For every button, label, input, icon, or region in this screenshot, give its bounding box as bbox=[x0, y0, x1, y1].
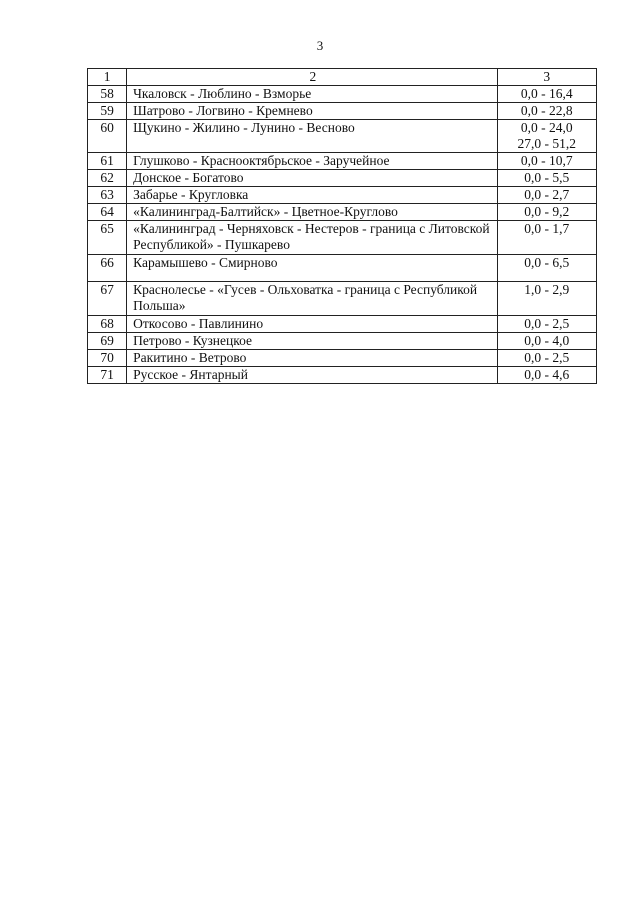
column-header-2: 2 bbox=[127, 69, 497, 86]
km-range: 0,0 - 10,7 bbox=[520, 153, 573, 168]
km-range-cell bbox=[497, 367, 596, 384]
km-range-cell bbox=[497, 204, 596, 221]
road-name: «Калининград - Черняховск - Нестеров - граница с Литовской Республикой» - Пушкарево bbox=[127, 221, 497, 255]
row-number: 68 bbox=[88, 316, 127, 333]
table-row bbox=[88, 170, 597, 187]
row-number: 69 bbox=[88, 333, 127, 350]
km-range: 0,0 - 4,6 bbox=[524, 367, 570, 382]
road-name: Откосово - Павлинино bbox=[127, 316, 497, 333]
km-range-cell bbox=[497, 221, 596, 255]
km-range-cell bbox=[497, 86, 596, 103]
km-range: 1,0 - 2,9 bbox=[524, 282, 570, 297]
km-range: 0,0 - 5,5 bbox=[524, 170, 570, 185]
table-row bbox=[88, 103, 597, 120]
table-row bbox=[88, 316, 597, 333]
column-header-3: 3 bbox=[497, 69, 596, 86]
table-row bbox=[88, 282, 597, 316]
table-header-row bbox=[88, 69, 597, 86]
table-row bbox=[88, 255, 597, 282]
km-range-cell bbox=[497, 103, 596, 120]
km-range: 0,0 - 2,5 bbox=[524, 350, 570, 365]
km-range-cell bbox=[497, 255, 596, 282]
km-range-cell bbox=[497, 316, 596, 333]
km-range-cell bbox=[497, 120, 596, 153]
road-name: Чкаловск - Люблино - Взморье bbox=[127, 86, 497, 103]
row-number: 65 bbox=[88, 221, 127, 255]
row-number: 64 bbox=[88, 204, 127, 221]
km-range-cell bbox=[497, 350, 596, 367]
road-name: Щукино - Жилино - Лунино - Весново bbox=[127, 120, 497, 153]
row-number: 70 bbox=[88, 350, 127, 367]
table-row bbox=[88, 86, 597, 103]
km-range: 0,0 - 9,2 bbox=[524, 204, 570, 219]
km-range: 0,0 - 1,7 bbox=[524, 221, 570, 236]
km-range: 27,0 - 51,2 bbox=[517, 136, 577, 151]
row-number: 62 bbox=[88, 170, 127, 187]
road-name: Ракитино - Ветрово bbox=[127, 350, 497, 367]
km-range-cell bbox=[497, 153, 596, 170]
km-range-cell bbox=[497, 282, 596, 316]
table-row bbox=[88, 120, 597, 153]
road-name: Русское - Янтарный bbox=[127, 367, 497, 384]
road-name: Забарье - Кругловка bbox=[127, 187, 497, 204]
table-row bbox=[88, 153, 597, 170]
table-row bbox=[88, 333, 597, 350]
km-range: 0,0 - 2,5 bbox=[524, 316, 570, 331]
table-row bbox=[88, 204, 597, 221]
row-number: 66 bbox=[88, 255, 127, 282]
row-number: 60 bbox=[88, 120, 127, 153]
road-name: Глушково - Краснооктябрьское - Заручейное bbox=[127, 153, 497, 170]
column-header-1: 1 bbox=[88, 69, 127, 86]
km-range: 0,0 - 22,8 bbox=[520, 103, 573, 118]
table-row bbox=[88, 350, 597, 367]
km-range-cell bbox=[497, 333, 596, 350]
road-name: Петрово - Кузнецкое bbox=[127, 333, 497, 350]
km-range: 0,0 - 6,5 bbox=[524, 255, 570, 270]
km-range: 0,0 - 24,0 bbox=[520, 120, 573, 135]
row-number: 61 bbox=[88, 153, 127, 170]
road-name: Карамышево - Смирново bbox=[127, 255, 497, 282]
table-row bbox=[88, 221, 597, 255]
row-number: 58 bbox=[88, 86, 127, 103]
roads-table bbox=[87, 68, 597, 384]
page-number: 3 bbox=[316, 38, 324, 53]
table-row bbox=[88, 187, 597, 204]
row-number: 59 bbox=[88, 103, 127, 120]
km-range-cell bbox=[497, 170, 596, 187]
road-name: Краснолесье - «Гусев - Ольховатка - граница с Республикой Польша» bbox=[127, 282, 497, 316]
km-range: 0,0 - 16,4 bbox=[520, 86, 573, 101]
table-row bbox=[88, 367, 597, 384]
km-range-cell bbox=[497, 187, 596, 204]
road-name: «Калининград-Балтийск» - Цветное-Круглово bbox=[127, 204, 497, 221]
road-name: Донское - Богатово bbox=[127, 170, 497, 187]
road-name: Шатрово - Логвино - Кремнево bbox=[127, 103, 497, 120]
km-range: 0,0 - 2,7 bbox=[524, 187, 570, 202]
row-number: 67 bbox=[88, 282, 127, 316]
km-range: 0,0 - 4,0 bbox=[524, 333, 570, 348]
row-number: 63 bbox=[88, 187, 127, 204]
row-number: 71 bbox=[88, 367, 127, 384]
